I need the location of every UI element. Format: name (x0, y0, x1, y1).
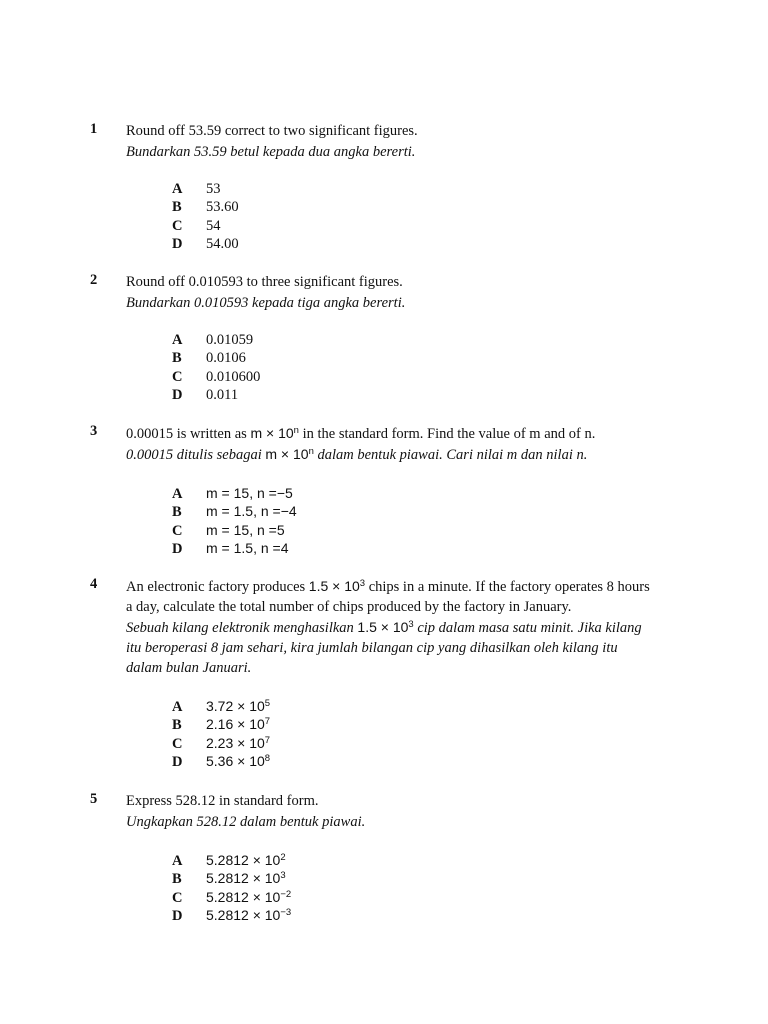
option-value: m = 15, n =−5 (206, 485, 293, 501)
option-a[interactable] (172, 484, 297, 502)
math-expression (309, 578, 365, 594)
option-a[interactable] (172, 331, 260, 349)
option-a[interactable] (172, 697, 270, 715)
math-base: 5.2812 × 10 (206, 888, 281, 905)
math-exponent: 7 (264, 716, 271, 728)
option-value (206, 697, 270, 715)
option-b[interactable] (172, 715, 270, 733)
math-exponent: n (293, 425, 299, 436)
math-base: 5.2812 × 10 (206, 870, 281, 887)
answer-options (172, 851, 291, 924)
text-segment: 0.00015 ditulis sebagai (126, 446, 266, 463)
option-letter: D (172, 753, 183, 770)
math-base: 2.23 × 10 (206, 734, 265, 751)
option-value: m = 1.5, n =4 (206, 539, 289, 556)
question-stem (126, 272, 686, 313)
math-base: 1.5 × 10 (308, 578, 360, 594)
question-text-en (126, 576, 686, 597)
question-text-ms (126, 444, 686, 465)
question-number: 5 (90, 791, 98, 807)
option-letter: B (172, 350, 182, 367)
option-d[interactable] (172, 752, 270, 770)
option-letter: B (172, 717, 182, 734)
question-stem (126, 121, 686, 162)
question-number: 3 (90, 423, 98, 439)
question-stem (126, 576, 686, 679)
question-text-en: a day, calculate the total number of chips produced by the factory in January. (126, 598, 572, 615)
text-segment: Sebuah kilang elektronik menghasilkan (126, 620, 358, 636)
math-base: 3.72 × 10 (206, 698, 265, 714)
option-value: 54 (206, 217, 221, 234)
answer-options (172, 331, 260, 404)
option-value (206, 734, 270, 752)
option-value (206, 888, 291, 906)
question-text-en: Round off 53.59 correct to two significant figures. (126, 123, 418, 139)
option-letter: A (172, 332, 183, 348)
math-expression (265, 446, 314, 462)
math-base: 5.36 × 10 (206, 752, 265, 769)
option-letter: B (172, 199, 182, 216)
option-value: 53.60 (206, 199, 239, 216)
option-b[interactable] (172, 502, 297, 520)
question-stem (126, 791, 686, 832)
option-value: 0.01059 (206, 332, 254, 348)
math-base: m × 10 (265, 445, 309, 462)
question-stem (126, 423, 686, 464)
option-letter: A (172, 181, 183, 197)
text-segment: in the standard form. Find the value of m and of n. (298, 426, 596, 442)
option-d[interactable] (172, 906, 291, 924)
option-value: 0.010600 (206, 368, 261, 385)
text-segment: chips in a minute. If the factory operates 8 hours (365, 579, 650, 595)
question-text-en: Round off 0.010593 to three significant figures. (126, 274, 403, 290)
text-segment: cip dalam masa satu minit. Jika kilang (413, 620, 642, 636)
question-number: 1 (90, 121, 98, 137)
option-letter: A (172, 486, 183, 502)
math-exponent: 3 (280, 870, 286, 882)
option-value (206, 851, 286, 869)
option-letter: A (172, 853, 183, 869)
option-letter: C (172, 217, 183, 234)
math-exponent: −2 (280, 888, 292, 900)
text-segment: dalam bentuk piawai. Cari nilai m dan nilai n. (313, 446, 588, 463)
question-text-ms: dalam bulan Januari. (126, 660, 252, 676)
option-value (206, 752, 270, 770)
answer-options (172, 180, 239, 253)
option-letter: D (172, 907, 183, 924)
math-expression (250, 425, 299, 441)
option-c[interactable] (172, 888, 291, 906)
question-text-ms: Ungkapkan 528.12 dalam bentuk piawai. (126, 813, 366, 830)
option-b[interactable] (172, 869, 291, 887)
option-d[interactable] (172, 386, 260, 404)
math-exponent: n (308, 445, 314, 457)
question-number: 4 (90, 576, 98, 592)
option-c[interactable] (172, 217, 239, 235)
text-segment: An electronic factory produces (126, 579, 309, 595)
question-text-en: Express 528.12 in standard form. (126, 793, 319, 809)
option-letter: D (172, 540, 183, 557)
question-text-ms: Bundarkan 0.010593 kepada tiga angka bererti. (126, 294, 406, 311)
math-exponent: 5 (264, 698, 271, 709)
option-d[interactable] (172, 235, 239, 253)
math-exponent: 3 (408, 619, 414, 630)
option-letter: B (172, 504, 182, 521)
option-value: 53 (206, 181, 221, 197)
math-base: 1.5 × 10 (357, 619, 409, 635)
option-letter: D (172, 386, 183, 403)
question-text-ms: Bundarkan 53.59 betul kepada dua angka bererti. (126, 143, 416, 160)
math-base: 5.2812 × 10 (206, 906, 281, 923)
math-base: 5.2812 × 10 (206, 852, 281, 868)
option-value: 0.011 (206, 386, 239, 403)
math-exponent: −3 (280, 906, 292, 918)
math-expression (357, 619, 413, 635)
question-text-en (126, 423, 686, 444)
option-c[interactable] (172, 368, 260, 386)
option-c[interactable] (172, 521, 297, 539)
option-letter: C (172, 735, 183, 752)
math-base: 2.16 × 10 (206, 716, 265, 733)
option-value: m = 1.5, n =−4 (206, 503, 297, 520)
option-letter: B (172, 871, 182, 888)
math-exponent: 8 (264, 752, 271, 764)
math-exponent: 3 (359, 578, 366, 589)
answer-options (172, 484, 297, 557)
option-value (206, 869, 286, 887)
math-base: m × 10 (250, 425, 294, 441)
math-exponent: 2 (280, 852, 286, 863)
question-number: 2 (90, 272, 98, 288)
option-c[interactable] (172, 734, 270, 752)
option-letter: C (172, 368, 183, 385)
option-letter: A (172, 699, 183, 715)
math-exponent: 7 (264, 734, 271, 746)
option-b[interactable] (172, 349, 260, 367)
answer-options (172, 697, 270, 770)
option-letter: D (172, 235, 183, 252)
option-value: 54.00 (206, 235, 239, 252)
option-value: 0.0106 (206, 350, 246, 367)
option-b[interactable] (172, 198, 239, 216)
option-value: m = 15, n =5 (206, 521, 285, 538)
question-text-ms: itu beroperasi 8 jam sehari, kira jumlah bilangan cip yang dihasilkan oleh kilang itu (126, 639, 618, 656)
option-value (206, 715, 270, 733)
option-letter: C (172, 889, 183, 906)
option-letter: C (172, 522, 183, 539)
option-value (206, 906, 291, 924)
option-a[interactable] (172, 180, 239, 198)
option-a[interactable] (172, 851, 291, 869)
text-segment: 0.00015 is written as (126, 426, 251, 442)
option-d[interactable] (172, 539, 297, 557)
question-text-ms (126, 617, 686, 638)
